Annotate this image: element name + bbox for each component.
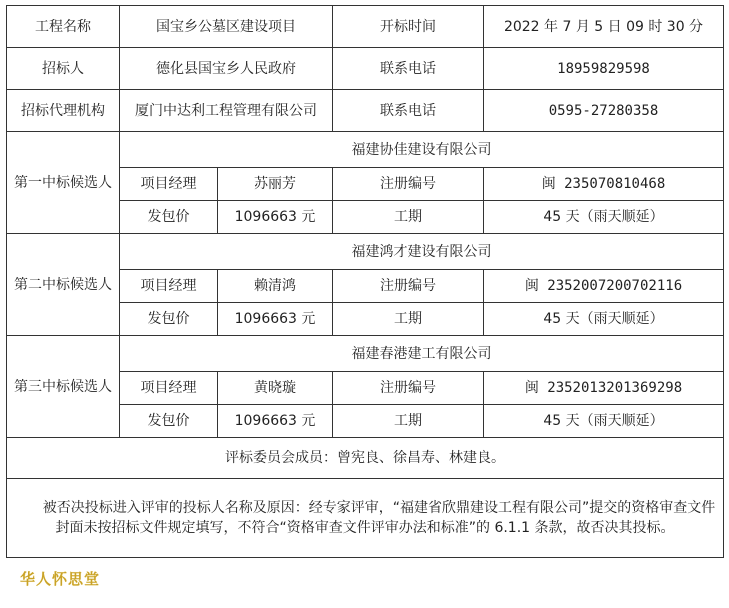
period-value: 45 天（雨天顺延） [484,201,724,234]
committee-members: 评标委员会成员：曾宪良、徐昌寿、林建良。 [7,438,724,479]
candidate-1-company-row [7,132,724,168]
phone-label: 联系电话 [333,90,484,132]
period-value: 45 天（雨天顺延） [484,303,724,336]
tenderer-value: 德化县国宝乡人民政府 [120,48,333,90]
row-agency [7,90,724,132]
reason-row [7,479,724,558]
price-label: 发包价 [120,405,218,438]
manager-value: 黄晓璇 [218,372,333,405]
agency-value: 厦门中达利工程管理有限公司 [120,90,333,132]
price-value: 1096663 元 [218,201,333,234]
open-time-label: 开标时间 [333,6,484,48]
agency-label: 招标代理机构 [7,90,120,132]
manager-label: 项目经理 [120,168,218,201]
row-project [7,6,724,48]
manager-label: 项目经理 [120,270,218,303]
tenderer-label: 招标人 [7,48,120,90]
manager-value: 赖清鸿 [218,270,333,303]
period-value: 45 天（雨天顺延） [484,405,724,438]
candidate-rank-label: 第三中标候选人 [7,336,120,438]
committee-row [7,438,724,479]
project-value: 国宝乡公墓区建设项目 [120,6,333,48]
period-label: 工期 [333,201,484,234]
rejection-reason: 被否决投标进入评审的投标人名称及原因：经专家评审，“福建省欣鼎建设工程有限公司”提交的资格审查文件封面未按招标文件规定填写，不符合“资格审查文件评审办法和标准”的 6.1.1 条款，故否决其投标。 [7,479,724,558]
candidate-company: 福建协佳建设有限公司 [120,132,724,168]
price-label: 发包价 [120,303,218,336]
reg-no-value: 闽 2352007200702116 [484,270,724,303]
price-value: 1096663 元 [218,303,333,336]
reg-no-label: 注册编号 [333,372,484,405]
candidate-rank-label: 第一中标候选人 [7,132,120,234]
reg-no-label: 注册编号 [333,270,484,303]
manager-value: 苏丽芳 [218,168,333,201]
reg-no-label: 注册编号 [333,168,484,201]
phone-label: 联系电话 [333,48,484,90]
open-time-value: 2022 年 7 月 5 日 09 时 30 分 [484,6,724,48]
phone-value: 0595-27280358 [484,90,724,132]
period-label: 工期 [333,405,484,438]
candidate-3-company-row [7,336,724,372]
price-value: 1096663 元 [218,405,333,438]
price-label: 发包价 [120,201,218,234]
manager-label: 项目经理 [120,372,218,405]
period-label: 工期 [333,303,484,336]
project-label: 工程名称 [7,6,120,48]
candidate-company: 福建鸿才建设有限公司 [120,234,724,270]
candidate-rank-label: 第二中标候选人 [7,234,120,336]
candidate-2-company-row [7,234,724,270]
bid-result-table [6,5,724,558]
watermark: 华人怀思堂 [20,570,101,588]
phone-value: 18959829598 [484,48,724,90]
candidate-company: 福建春港建工有限公司 [120,336,724,372]
row-tenderer [7,48,724,90]
reg-no-value: 闽 2352013201369298 [484,372,724,405]
reg-no-value: 闽 235070810468 [484,168,724,201]
